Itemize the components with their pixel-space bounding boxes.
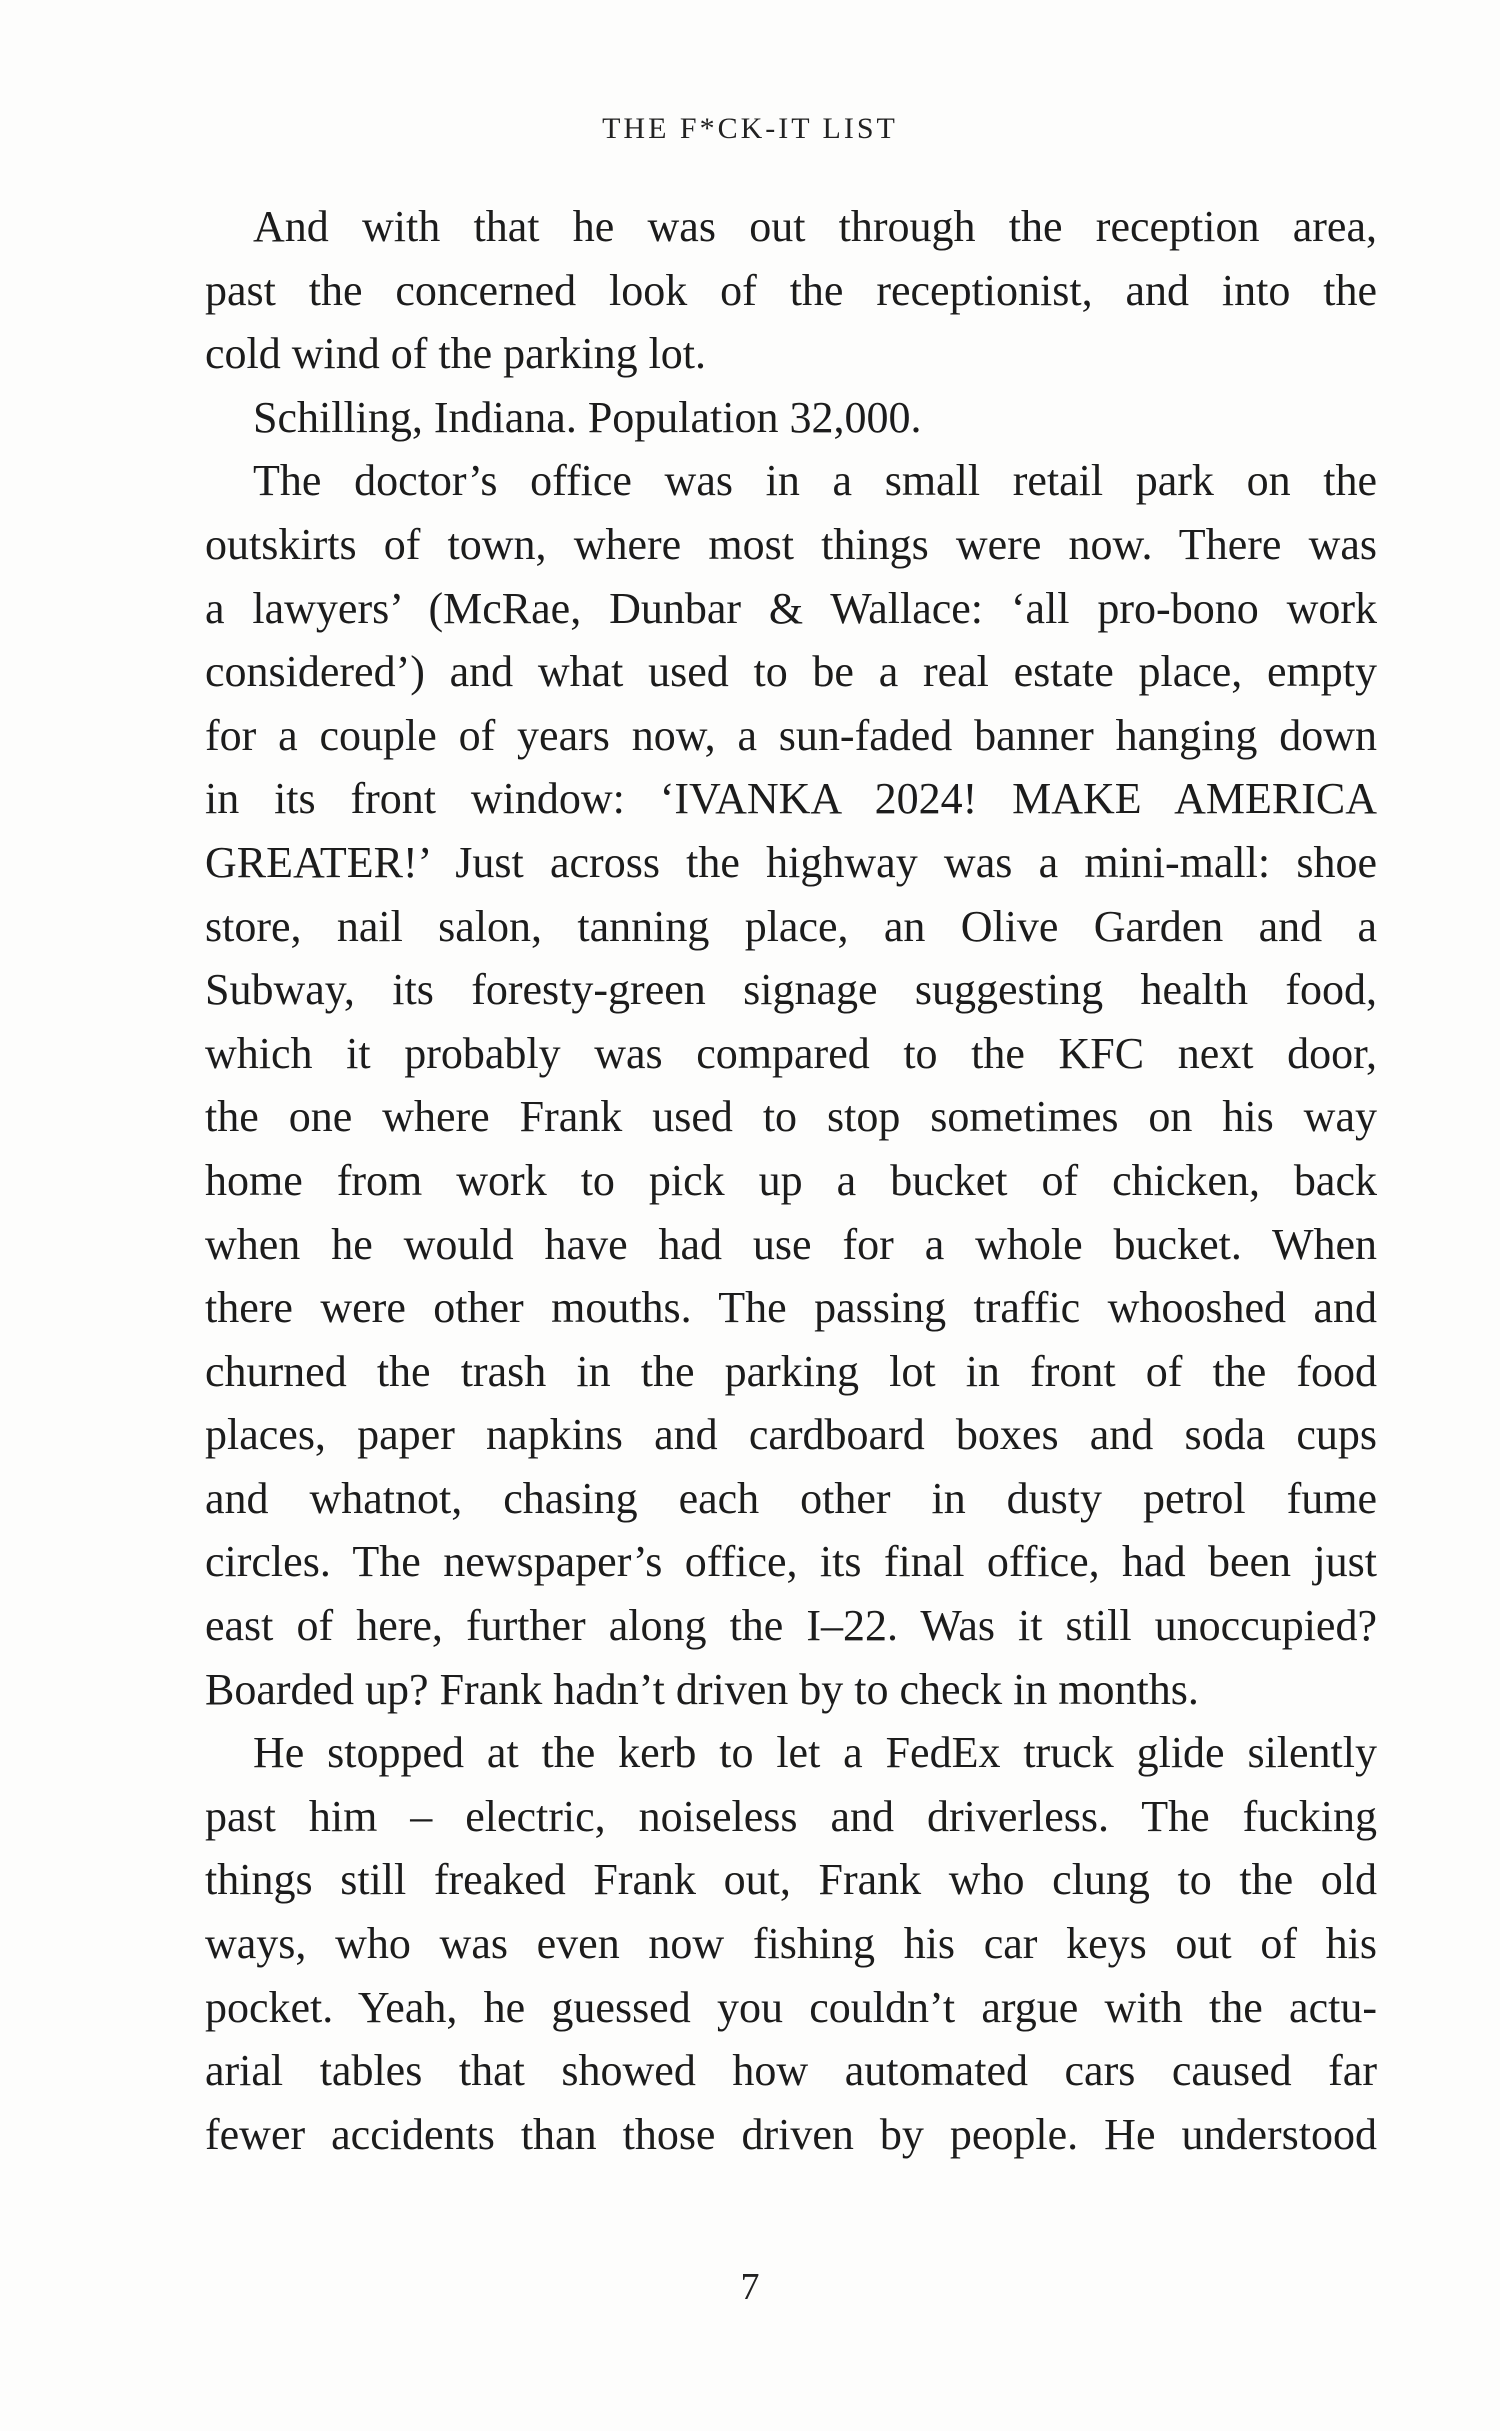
- text-line: He stopped at the kerb to let a FedEx truck glide silently: [253, 1728, 1377, 1778]
- text-line: cold wind of the parking lot.: [205, 329, 707, 379]
- page-number: 7: [740, 2266, 760, 2308]
- text-line: pocket. Yeah, he guessed you couldn’t argue with the actu-: [205, 1982, 1377, 2032]
- text-line: there were other mouths. The passing traffic whooshed and: [205, 1283, 1377, 1333]
- text-line: east of here, further along the I–22. Was it still unoccupied?: [205, 1601, 1377, 1651]
- text-line: circles. The newspaper’s office, its final office, had been just: [205, 1537, 1377, 1587]
- text-line: outskirts of town, where most things were now. There was: [205, 519, 1377, 569]
- body-text: [205, 195, 1377, 2166]
- text-line: when he would have had use for a whole bucket. When: [205, 1219, 1377, 1269]
- text-line: the one where Frank used to stop sometimes on his way: [205, 1092, 1377, 1142]
- text-line: The doctor’s office was in a small retail park on the: [253, 456, 1377, 506]
- text-line: Boarded up? Frank hadn’t driven by to check in months.: [205, 1664, 1199, 1714]
- text-line: And with that he was out through the reception area,: [253, 202, 1377, 251]
- text-line: considered’) and what used to be a real estate place, empty: [205, 647, 1377, 697]
- text-line: places, paper napkins and cardboard boxes and soda cups: [205, 1410, 1377, 1460]
- text-line: ways, who was even now fishing his car keys out of his: [205, 1919, 1377, 1969]
- text-line: a lawyers’ (McRae, Dunbar & Wallace: ‘all pro-bono work: [205, 583, 1377, 633]
- running-head: THE F*CK-IT LIST: [602, 112, 898, 145]
- text-line: fewer accidents than those driven by people. He understood: [205, 2109, 1377, 2159]
- text-line: in its front window: ‘IVANKA 2024! MAKE AMERICA: [205, 774, 1377, 824]
- text-line: home from work to pick up a bucket of chicken, back: [205, 1155, 1377, 1205]
- text-line: churned the trash in the parking lot in front of the food: [205, 1346, 1377, 1396]
- text-line: and whatnot, chasing each other in dusty petrol fume: [205, 1473, 1377, 1523]
- text-line: store, nail salon, tanning place, an Olive Garden and a: [205, 901, 1377, 951]
- text-line: for a couple of years now, a sun-faded banner hanging down: [205, 710, 1377, 760]
- text-line: past the concerned look of the receptionist, and into the: [205, 265, 1377, 315]
- text-line: arial tables that showed how automated cars caused far: [205, 2046, 1377, 2096]
- text-line: Schilling, Indiana. Population 32,000.: [253, 392, 922, 442]
- text-line: which it probably was compared to the KFC next door,: [205, 1028, 1377, 1078]
- text-line: past him – electric, noiseless and driverless. The fucking: [205, 1791, 1377, 1841]
- text-line: Subway, its foresty-green signage suggesting health food,: [205, 965, 1377, 1015]
- text-line: things still freaked Frank out, Frank who clung to the old: [205, 1855, 1377, 1905]
- text-line: GREATER!’ Just across the highway was a mini-mall: shoe: [205, 837, 1377, 887]
